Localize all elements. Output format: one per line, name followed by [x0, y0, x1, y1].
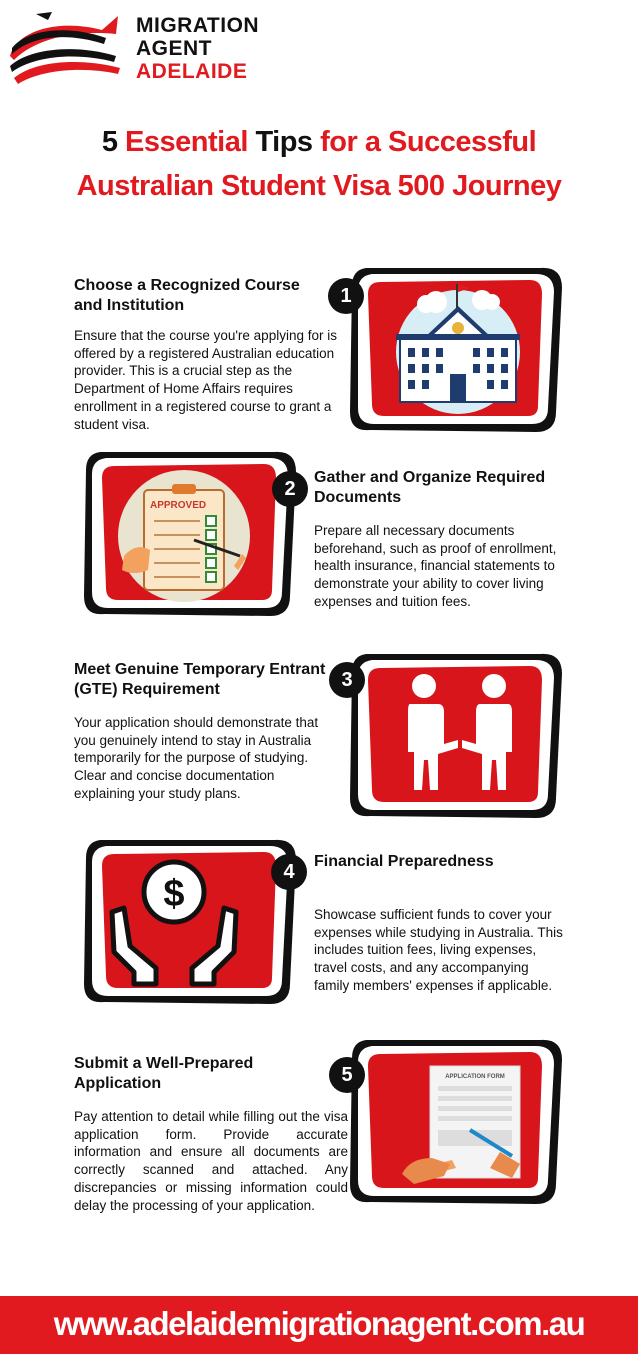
tip-5-body: Pay attention to detail while filling out the visa application form. Provide accurate information and ensure all documents are correctly scanned and attached. Any discrepancies or missing information could delay the processing of your application.: [74, 1109, 348, 1213]
brand-line-3: ADELAIDE: [136, 60, 248, 83]
tip-4-illustration: [74, 834, 300, 1010]
tip-2-number-badge: 2: [272, 471, 308, 507]
tip-1-body: Ensure that the course you're applying for is offered by a registered Australian education provider. This is a crucial step as the Department of Home Affairs requires enrollment in a registered course to grant a student visa.: [74, 328, 337, 432]
brand-line-2: AGENT: [136, 37, 212, 60]
title-line-2: Australian Student Visa 500 Journey: [76, 170, 562, 202]
page-title: [20, 120, 618, 208]
tip-3-body: Your application should demonstrate that you genuinely intend to stay in Australia temporarily for the purpose of studying. Clear and concise documentation explaining your study plans.: [74, 715, 319, 801]
title-part-2: Essential: [125, 126, 248, 158]
footer-url[interactable]: www.adelaidemigrationagent.com.au: [53, 1305, 585, 1342]
tip-5-illustration: [340, 1034, 566, 1210]
tip-2-body: Prepare all necessary documents beforehand, such as proof of enrollment, health insurance, financial statements to demonstrate your ability to cover living expenses and tuition fees.: [314, 523, 557, 609]
title-part-3: Tips: [247, 126, 321, 158]
tip-3-number-badge: 3: [329, 662, 365, 698]
tip-4-heading: Financial Preparedness: [314, 853, 494, 870]
tip-5-number-badge: 5: [329, 1057, 365, 1093]
tip-4-body: Showcase sufficient funds to cover your expenses while studying in Australia. This includes tuition fees, living expenses, travel costs, and any accompanying family members' expenses if applicable.: [314, 907, 563, 993]
dollar-symbol: $: [163, 873, 185, 915]
tip-3-illustration: [340, 648, 566, 824]
form-label: APPLICATION FORM: [445, 1074, 505, 1080]
brand-logo-text: [136, 14, 259, 83]
brand-line-1: MIGRATION: [136, 14, 260, 37]
tip-2-heading: Gather and Organize Required Documents: [314, 469, 546, 506]
tip-1-illustration: [340, 262, 566, 438]
tip-3-heading: Meet Genuine Temporary Entrant (GTE) Requirement: [74, 661, 326, 698]
title-part-1: 5: [101, 126, 126, 158]
tip-1-heading: Choose a Recognized Course and Institution: [74, 277, 300, 314]
tip-5-heading: Submit a Well-Prepared Application: [74, 1055, 254, 1092]
tip-1-number-badge: 1: [328, 278, 364, 314]
tip-4-number-badge: 4: [271, 854, 307, 890]
tip-2-illustration: [74, 446, 300, 622]
approved-stamp: APPROVED: [150, 500, 207, 511]
title-part-4: for a Successful: [320, 126, 537, 158]
